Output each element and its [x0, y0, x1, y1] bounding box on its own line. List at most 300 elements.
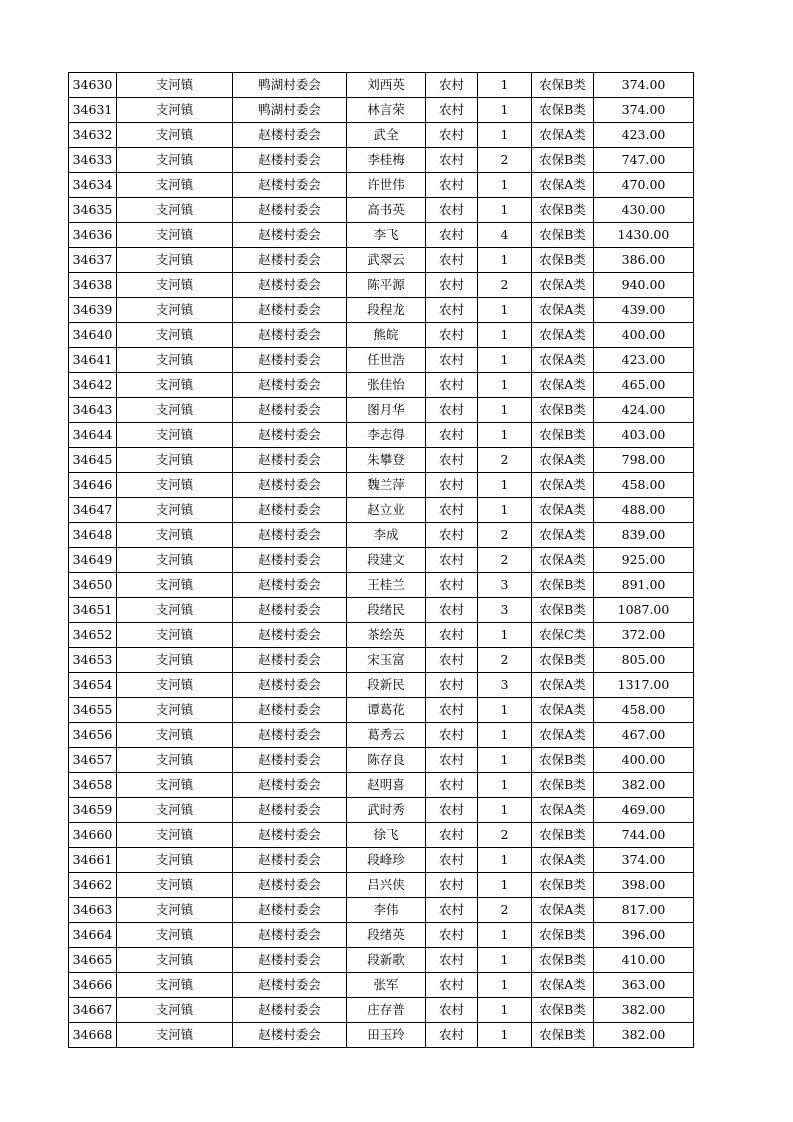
amount-cell: 465.00 — [594, 373, 694, 398]
insurance-class-cell: 农保A类 — [532, 298, 594, 323]
amount-cell: 400.00 — [594, 323, 694, 348]
area-type-cell: 农村 — [426, 998, 478, 1023]
town-cell: 支河镇 — [117, 998, 233, 1023]
area-type-cell: 农村 — [426, 473, 478, 498]
insurance-class-cell: 农保B类 — [532, 948, 594, 973]
amount-cell: 744.00 — [594, 823, 694, 848]
table-row — [69, 573, 694, 598]
amount-cell: 386.00 — [594, 248, 694, 273]
record-id-cell: 34634 — [69, 173, 117, 198]
village-committee-cell: 鸭湖村委会 — [233, 73, 347, 98]
area-type-cell: 农村 — [426, 898, 478, 923]
area-type-cell: 农村 — [426, 848, 478, 873]
table-row — [69, 548, 694, 573]
town-cell: 支河镇 — [117, 473, 233, 498]
town-cell: 支河镇 — [117, 673, 233, 698]
table-row — [69, 423, 694, 448]
household-size-cell: 1 — [478, 123, 532, 148]
village-committee-cell: 赵楼村委会 — [233, 923, 347, 948]
town-cell: 支河镇 — [117, 198, 233, 223]
record-id-cell: 34658 — [69, 773, 117, 798]
village-committee-cell: 赵楼村委会 — [233, 873, 347, 898]
household-size-cell: 3 — [478, 598, 532, 623]
table-row — [69, 848, 694, 873]
town-cell: 支河镇 — [117, 823, 233, 848]
table-row — [69, 248, 694, 273]
household-size-cell: 1 — [478, 998, 532, 1023]
village-committee-cell: 赵楼村委会 — [233, 298, 347, 323]
record-id-cell: 34665 — [69, 948, 117, 973]
name-cell: 李飞 — [347, 223, 426, 248]
town-cell: 支河镇 — [117, 648, 233, 673]
record-id-cell: 34636 — [69, 223, 117, 248]
record-id-cell: 34632 — [69, 123, 117, 148]
household-size-cell: 1 — [478, 473, 532, 498]
table-row — [69, 398, 694, 423]
area-type-cell: 农村 — [426, 73, 478, 98]
village-committee-cell: 赵楼村委会 — [233, 498, 347, 523]
record-id-cell: 34646 — [69, 473, 117, 498]
household-size-cell: 1 — [478, 373, 532, 398]
area-type-cell: 农村 — [426, 423, 478, 448]
area-type-cell: 农村 — [426, 723, 478, 748]
name-cell: 李成 — [347, 523, 426, 548]
village-committee-cell: 赵楼村委会 — [233, 823, 347, 848]
name-cell: 王桂兰 — [347, 573, 426, 598]
amount-cell: 458.00 — [594, 473, 694, 498]
insurance-class-cell: 农保A类 — [532, 848, 594, 873]
village-committee-cell: 赵楼村委会 — [233, 173, 347, 198]
amount-cell: 1087.00 — [594, 598, 694, 623]
name-cell: 田玉玲 — [347, 1023, 426, 1048]
name-cell: 段程龙 — [347, 298, 426, 323]
area-type-cell: 农村 — [426, 198, 478, 223]
name-cell: 武时秀 — [347, 798, 426, 823]
area-type-cell: 农村 — [426, 98, 478, 123]
town-cell: 支河镇 — [117, 98, 233, 123]
name-cell: 陈存良 — [347, 748, 426, 773]
record-id-cell: 34642 — [69, 373, 117, 398]
household-size-cell: 1 — [478, 623, 532, 648]
area-type-cell: 农村 — [426, 1023, 478, 1048]
amount-cell: 747.00 — [594, 148, 694, 173]
village-committee-cell: 赵楼村委会 — [233, 198, 347, 223]
table-row — [69, 1023, 694, 1048]
amount-cell: 374.00 — [594, 73, 694, 98]
household-size-cell: 1 — [478, 173, 532, 198]
household-size-cell: 1 — [478, 198, 532, 223]
name-cell: 张军 — [347, 973, 426, 998]
insurance-class-cell: 农保B类 — [532, 73, 594, 98]
amount-cell: 374.00 — [594, 848, 694, 873]
record-id-cell: 34651 — [69, 598, 117, 623]
insurance-class-cell: 农保A类 — [532, 698, 594, 723]
town-cell: 支河镇 — [117, 1023, 233, 1048]
household-size-cell: 2 — [478, 148, 532, 173]
amount-cell: 410.00 — [594, 948, 694, 973]
insurance-class-cell: 农保A类 — [532, 523, 594, 548]
household-size-cell: 2 — [478, 898, 532, 923]
amount-cell: 398.00 — [594, 873, 694, 898]
town-cell: 支河镇 — [117, 923, 233, 948]
town-cell: 支河镇 — [117, 798, 233, 823]
name-cell: 武全 — [347, 123, 426, 148]
town-cell: 支河镇 — [117, 248, 233, 273]
name-cell: 段新民 — [347, 673, 426, 698]
area-type-cell: 农村 — [426, 248, 478, 273]
name-cell: 朱攀登 — [347, 448, 426, 473]
amount-cell: 925.00 — [594, 548, 694, 573]
area-type-cell: 农村 — [426, 948, 478, 973]
amount-cell: 891.00 — [594, 573, 694, 598]
record-id-cell: 34638 — [69, 273, 117, 298]
town-cell: 支河镇 — [117, 448, 233, 473]
table-row — [69, 973, 694, 998]
name-cell: 宋玉富 — [347, 648, 426, 673]
record-id-cell: 34637 — [69, 248, 117, 273]
household-size-cell: 2 — [478, 548, 532, 573]
name-cell: 赵立业 — [347, 498, 426, 523]
name-cell: 林言荣 — [347, 98, 426, 123]
table-row — [69, 298, 694, 323]
table-row — [69, 923, 694, 948]
village-committee-cell: 赵楼村委会 — [233, 148, 347, 173]
record-id-cell: 34662 — [69, 873, 117, 898]
town-cell: 支河镇 — [117, 698, 233, 723]
amount-cell: 382.00 — [594, 1023, 694, 1048]
town-cell: 支河镇 — [117, 573, 233, 598]
table-row — [69, 448, 694, 473]
table-row — [69, 773, 694, 798]
household-size-cell: 2 — [478, 273, 532, 298]
insurance-class-cell: 农保A类 — [532, 173, 594, 198]
village-committee-cell: 赵楼村委会 — [233, 623, 347, 648]
table-row — [69, 673, 694, 698]
amount-cell: 374.00 — [594, 98, 694, 123]
table-row — [69, 348, 694, 373]
amount-cell: 467.00 — [594, 723, 694, 748]
household-size-cell: 1 — [478, 773, 532, 798]
town-cell: 支河镇 — [117, 723, 233, 748]
name-cell: 李志得 — [347, 423, 426, 448]
amount-cell: 817.00 — [594, 898, 694, 923]
amount-cell: 382.00 — [594, 998, 694, 1023]
area-type-cell: 农村 — [426, 398, 478, 423]
town-cell: 支河镇 — [117, 348, 233, 373]
area-type-cell: 农村 — [426, 598, 478, 623]
area-type-cell: 农村 — [426, 273, 478, 298]
record-id-cell: 34661 — [69, 848, 117, 873]
name-cell: 吕兴侠 — [347, 873, 426, 898]
name-cell: 葛秀云 — [347, 723, 426, 748]
table-row — [69, 198, 694, 223]
household-size-cell: 1 — [478, 298, 532, 323]
village-committee-cell: 赵楼村委会 — [233, 848, 347, 873]
village-committee-cell: 赵楼村委会 — [233, 998, 347, 1023]
area-type-cell: 农村 — [426, 548, 478, 573]
village-committee-cell: 赵楼村委会 — [233, 773, 347, 798]
amount-cell: 488.00 — [594, 498, 694, 523]
record-id-cell: 34663 — [69, 898, 117, 923]
area-type-cell: 农村 — [426, 873, 478, 898]
insurance-class-cell: 农保B类 — [532, 1023, 594, 1048]
village-committee-cell: 赵楼村委会 — [233, 748, 347, 773]
town-cell: 支河镇 — [117, 848, 233, 873]
name-cell: 赵明喜 — [347, 773, 426, 798]
amount-cell: 396.00 — [594, 923, 694, 948]
household-size-cell: 3 — [478, 573, 532, 598]
insurance-class-cell: 农保A类 — [532, 798, 594, 823]
record-id-cell: 34648 — [69, 523, 117, 548]
name-cell: 茶绘英 — [347, 623, 426, 648]
area-type-cell: 农村 — [426, 298, 478, 323]
insurance-class-cell: 农保C类 — [532, 623, 594, 648]
insurance-class-cell: 农保B类 — [532, 223, 594, 248]
name-cell: 刘西英 — [347, 73, 426, 98]
insurance-class-cell: 农保B类 — [532, 923, 594, 948]
town-cell: 支河镇 — [117, 898, 233, 923]
amount-cell: 372.00 — [594, 623, 694, 648]
area-type-cell: 农村 — [426, 498, 478, 523]
insurance-class-cell: 农保B类 — [532, 423, 594, 448]
insurance-class-cell: 农保B类 — [532, 598, 594, 623]
household-size-cell: 1 — [478, 698, 532, 723]
record-id-cell: 34664 — [69, 923, 117, 948]
table-row — [69, 648, 694, 673]
record-id-cell: 34657 — [69, 748, 117, 773]
name-cell: 段峰珍 — [347, 848, 426, 873]
area-type-cell: 农村 — [426, 923, 478, 948]
town-cell: 支河镇 — [117, 873, 233, 898]
household-size-cell: 1 — [478, 723, 532, 748]
record-id-cell: 34652 — [69, 623, 117, 648]
insurance-class-cell: 农保A类 — [532, 973, 594, 998]
table-row — [69, 273, 694, 298]
town-cell: 支河镇 — [117, 323, 233, 348]
name-cell: 熊皖 — [347, 323, 426, 348]
area-type-cell: 农村 — [426, 223, 478, 248]
table-row — [69, 698, 694, 723]
village-committee-cell: 赵楼村委会 — [233, 723, 347, 748]
area-type-cell: 农村 — [426, 373, 478, 398]
town-cell: 支河镇 — [117, 273, 233, 298]
town-cell: 支河镇 — [117, 948, 233, 973]
insurance-class-cell: 农保A类 — [532, 723, 594, 748]
area-type-cell: 农村 — [426, 798, 478, 823]
record-id-cell: 34655 — [69, 698, 117, 723]
area-type-cell: 农村 — [426, 173, 478, 198]
village-committee-cell: 赵楼村委会 — [233, 248, 347, 273]
insurance-class-cell: 农保B类 — [532, 648, 594, 673]
name-cell: 张佳怡 — [347, 373, 426, 398]
table-row — [69, 873, 694, 898]
household-size-cell: 2 — [478, 523, 532, 548]
household-size-cell: 1 — [478, 798, 532, 823]
table-row — [69, 748, 694, 773]
insurance-class-cell: 农保A类 — [532, 673, 594, 698]
area-type-cell: 农村 — [426, 648, 478, 673]
table-row — [69, 148, 694, 173]
village-committee-cell: 鸭湖村委会 — [233, 98, 347, 123]
village-committee-cell: 赵楼村委会 — [233, 1023, 347, 1048]
village-committee-cell: 赵楼村委会 — [233, 798, 347, 823]
area-type-cell: 农村 — [426, 573, 478, 598]
insurance-class-cell: 农保A类 — [532, 548, 594, 573]
household-size-cell: 1 — [478, 398, 532, 423]
village-committee-cell: 赵楼村委会 — [233, 523, 347, 548]
record-id-cell: 34650 — [69, 573, 117, 598]
record-id-cell: 34659 — [69, 798, 117, 823]
town-cell: 支河镇 — [117, 398, 233, 423]
insurance-class-cell: 农保B类 — [532, 773, 594, 798]
village-committee-cell: 赵楼村委会 — [233, 223, 347, 248]
record-id-cell: 34654 — [69, 673, 117, 698]
amount-cell: 382.00 — [594, 773, 694, 798]
amount-cell: 470.00 — [594, 173, 694, 198]
area-type-cell: 农村 — [426, 673, 478, 698]
town-cell: 支河镇 — [117, 523, 233, 548]
name-cell: 李伟 — [347, 898, 426, 923]
record-id-cell: 34639 — [69, 298, 117, 323]
record-id-cell: 34641 — [69, 348, 117, 373]
insurance-class-cell: 农保A类 — [532, 498, 594, 523]
record-id-cell: 34631 — [69, 98, 117, 123]
table-row — [69, 898, 694, 923]
insurance-class-cell: 农保A类 — [532, 448, 594, 473]
amount-cell: 423.00 — [594, 123, 694, 148]
table-row — [69, 473, 694, 498]
table-row — [69, 948, 694, 973]
record-id-cell: 34630 — [69, 73, 117, 98]
household-size-cell: 1 — [478, 948, 532, 973]
insurance-class-cell: 农保A类 — [532, 373, 594, 398]
household-size-cell: 1 — [478, 748, 532, 773]
record-id-cell: 34660 — [69, 823, 117, 848]
insurance-class-cell: 农保A类 — [532, 273, 594, 298]
village-committee-cell: 赵楼村委会 — [233, 398, 347, 423]
table-row — [69, 373, 694, 398]
amount-cell: 363.00 — [594, 973, 694, 998]
village-committee-cell: 赵楼村委会 — [233, 548, 347, 573]
amount-cell: 798.00 — [594, 448, 694, 473]
amount-cell: 430.00 — [594, 198, 694, 223]
insurance-class-cell: 农保A类 — [532, 348, 594, 373]
village-committee-cell: 赵楼村委会 — [233, 423, 347, 448]
record-id-cell: 34667 — [69, 998, 117, 1023]
records-table — [68, 72, 694, 1048]
insurance-class-cell: 农保B类 — [532, 873, 594, 898]
village-committee-cell: 赵楼村委会 — [233, 973, 347, 998]
record-id-cell: 34640 — [69, 323, 117, 348]
name-cell: 段新歌 — [347, 948, 426, 973]
area-type-cell: 农村 — [426, 698, 478, 723]
table-row — [69, 498, 694, 523]
table-row — [69, 723, 694, 748]
household-size-cell: 4 — [478, 223, 532, 248]
table-row — [69, 98, 694, 123]
insurance-class-cell: 农保B类 — [532, 398, 594, 423]
household-size-cell: 1 — [478, 73, 532, 98]
area-type-cell: 农村 — [426, 623, 478, 648]
insurance-class-cell: 农保A类 — [532, 473, 594, 498]
table-row — [69, 73, 694, 98]
amount-cell: 403.00 — [594, 423, 694, 448]
insurance-class-cell: 农保A类 — [532, 898, 594, 923]
household-size-cell: 1 — [478, 498, 532, 523]
town-cell: 支河镇 — [117, 748, 233, 773]
amount-cell: 423.00 — [594, 348, 694, 373]
record-id-cell: 34653 — [69, 648, 117, 673]
town-cell: 支河镇 — [117, 548, 233, 573]
village-committee-cell: 赵楼村委会 — [233, 698, 347, 723]
amount-cell: 805.00 — [594, 648, 694, 673]
name-cell: 徐飞 — [347, 823, 426, 848]
insurance-class-cell: 农保A类 — [532, 123, 594, 148]
household-size-cell: 1 — [478, 848, 532, 873]
insurance-class-cell: 农保A类 — [532, 323, 594, 348]
area-type-cell: 农村 — [426, 448, 478, 473]
record-id-cell: 34668 — [69, 1023, 117, 1048]
village-committee-cell: 赵楼村委会 — [233, 598, 347, 623]
name-cell: 庄存普 — [347, 998, 426, 1023]
record-id-cell: 34645 — [69, 448, 117, 473]
record-id-cell: 34666 — [69, 973, 117, 998]
table-row — [69, 823, 694, 848]
record-id-cell: 34643 — [69, 398, 117, 423]
insurance-class-cell: 农保B类 — [532, 823, 594, 848]
village-committee-cell: 赵楼村委会 — [233, 348, 347, 373]
name-cell: 高书英 — [347, 198, 426, 223]
name-cell: 李桂梅 — [347, 148, 426, 173]
household-size-cell: 1 — [478, 98, 532, 123]
household-size-cell: 1 — [478, 873, 532, 898]
area-type-cell: 农村 — [426, 748, 478, 773]
insurance-class-cell: 农保B类 — [532, 998, 594, 1023]
amount-cell: 458.00 — [594, 698, 694, 723]
table-row — [69, 123, 694, 148]
table-row — [69, 998, 694, 1023]
area-type-cell: 农村 — [426, 323, 478, 348]
household-size-cell: 1 — [478, 973, 532, 998]
table-row — [69, 223, 694, 248]
name-cell: 武翠云 — [347, 248, 426, 273]
village-committee-cell: 赵楼村委会 — [233, 948, 347, 973]
household-size-cell: 2 — [478, 448, 532, 473]
town-cell: 支河镇 — [117, 298, 233, 323]
area-type-cell: 农村 — [426, 773, 478, 798]
insurance-class-cell: 农保B类 — [532, 148, 594, 173]
table-row — [69, 798, 694, 823]
household-size-cell: 2 — [478, 823, 532, 848]
town-cell: 支河镇 — [117, 498, 233, 523]
amount-cell: 839.00 — [594, 523, 694, 548]
record-id-cell: 34649 — [69, 548, 117, 573]
village-committee-cell: 赵楼村委会 — [233, 123, 347, 148]
town-cell: 支河镇 — [117, 148, 233, 173]
household-size-cell: 1 — [478, 923, 532, 948]
table-row — [69, 173, 694, 198]
table-row — [69, 598, 694, 623]
town-cell: 支河镇 — [117, 423, 233, 448]
amount-cell: 940.00 — [594, 273, 694, 298]
name-cell: 任世浩 — [347, 348, 426, 373]
area-type-cell: 农村 — [426, 973, 478, 998]
table-row — [69, 623, 694, 648]
record-id-cell: 34633 — [69, 148, 117, 173]
table-row — [69, 523, 694, 548]
area-type-cell: 农村 — [426, 823, 478, 848]
name-cell: 段绪英 — [347, 923, 426, 948]
